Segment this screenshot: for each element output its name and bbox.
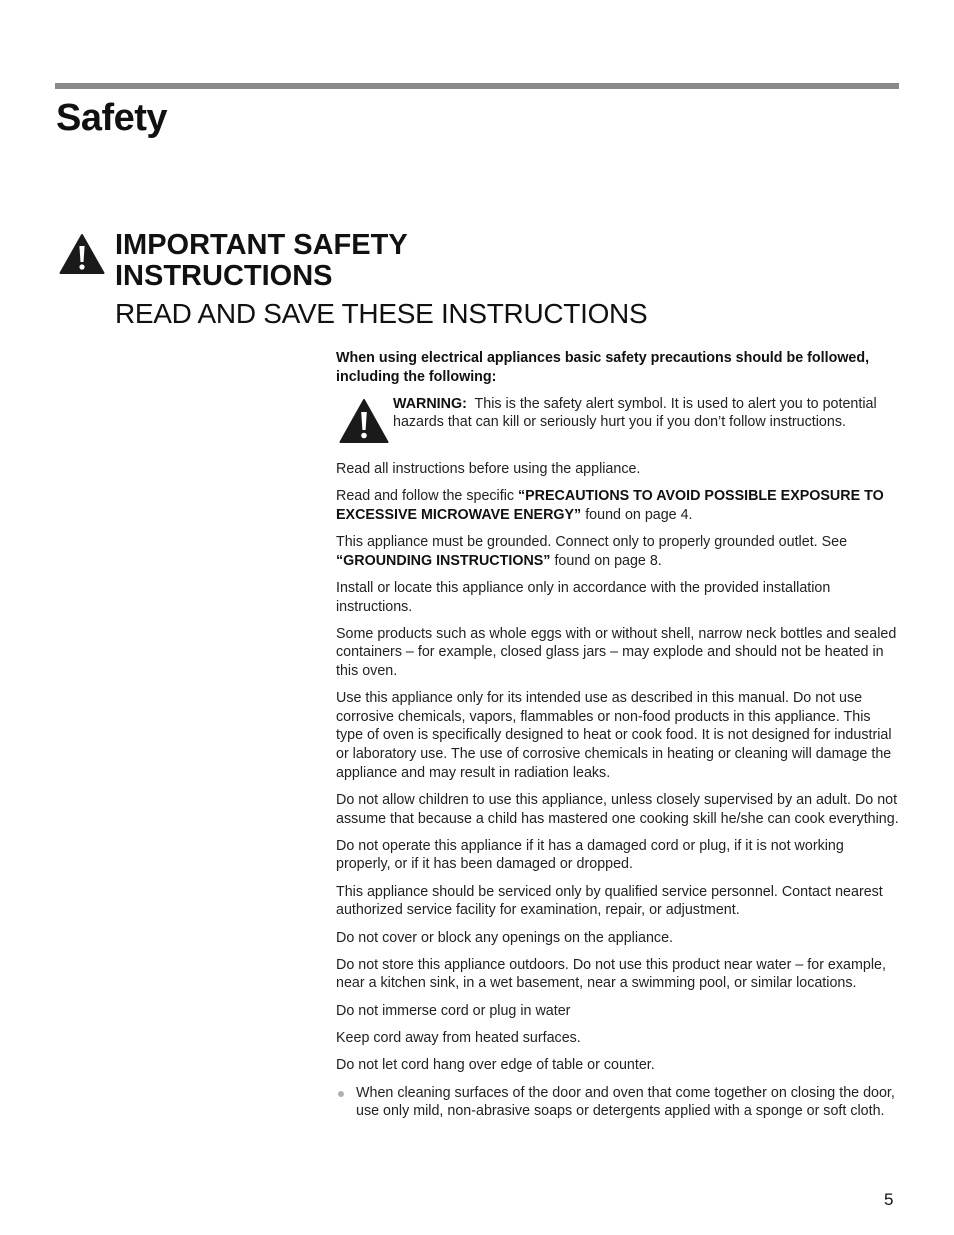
section-subheading: READ AND SAVE THESE INSTRUCTIONS [115, 298, 648, 329]
warning-label: WARNING: [393, 395, 467, 412]
bullet-dot-icon [338, 1091, 344, 1097]
instruction-item: Install or locate this appliance only in accordance with the provided installation instructions. [336, 579, 831, 615]
warning-triangle-icon [59, 233, 105, 275]
top-rule [55, 83, 899, 89]
intro-text: When using electrical appliances basic safety precautions should be followed, including the following: [336, 350, 870, 385]
instruction-item: Do not store this appliance outdoors. Do not use this product near water – for example, near a kitchen sink, in a wet basement, near a swimming pool, or similar locations. [336, 956, 886, 992]
bullet-text: When cleaning surfaces of the door and oven that come together on closing the door, use only mild, non-abrasive soaps or detergents applied with a sponge or soft cloth. [356, 1084, 895, 1120]
instruction-text: found on page 8. [550, 552, 662, 569]
instruction-text: This appliance must be grounded. Connect only to properly grounded outlet. See [336, 534, 848, 551]
instruction-item [336, 487, 901, 524]
safety-alert-icon [339, 398, 389, 444]
instruction-text: found on page 4. [581, 506, 693, 523]
section-heading: IMPORTANT SAFETY INSTRUCTIONS [115, 229, 408, 292]
page-number: 5 [884, 1190, 894, 1209]
instruction-emphasis: “GROUNDING INSTRUCTIONS” [336, 552, 551, 569]
instruction-item: Keep cord away from heated surfaces. [336, 1029, 581, 1046]
instruction-item: Use this appliance only for its intended use as described in this manual. Do not use corrosive chemicals, vapors, flammables or non-food products in this appliance. This type of oven is specifically designed to heat or cook food. It is not designed for industrial or laboratory use. The use of corrosive chemicals in heating or cleaning will damage the appliance and may result in radiation leaks. [336, 690, 892, 781]
page-title: Safety [56, 97, 168, 139]
warning-block [336, 395, 901, 451]
instruction-text: Read and follow the specific [336, 488, 518, 505]
instruction-emphasis: “PRECAUTIONS TO AVOID POSSIBLE EXPOSURE TO EXCESSIVE MICROWAVE ENERGY” [336, 488, 884, 523]
instruction-item: This appliance should be serviced only by qualified service personnel. Contact nearest authorized service facility for examination, repair, or adjustment. [336, 883, 883, 919]
instruction-item: Read all instructions before using the appliance. [336, 460, 641, 477]
instruction-item: Do not allow children to use this appliance, unless closely supervised by an adult. Do not assume that because a child has mastered one cooking skill he/she can cook everything. [336, 791, 899, 827]
instruction-item: Do not cover or block any openings on the appliance. [336, 929, 673, 946]
warning-text: This is the safety alert symbol. It is used to alert you to potential hazards that can kill or seriously hurt you if you don’t follow instructions. [393, 395, 877, 431]
instructions-body [336, 349, 901, 1121]
instruction-item: Do not let cord hang over edge of table or counter. [336, 1057, 655, 1074]
instruction-item: Do not immerse cord or plug in water [336, 1002, 571, 1019]
instruction-item [336, 533, 901, 570]
instruction-item: Do not operate this appliance if it has a damaged cord or plug, if it is not working properly, or if it has been damaged or dropped. [336, 837, 844, 873]
instruction-item: Some products such as whole eggs with or without shell, narrow neck bottles and sealed containers – for example, closed glass jars – may explode and should not be heated in this oven. [336, 625, 897, 679]
bullet-item [336, 1084, 901, 1121]
